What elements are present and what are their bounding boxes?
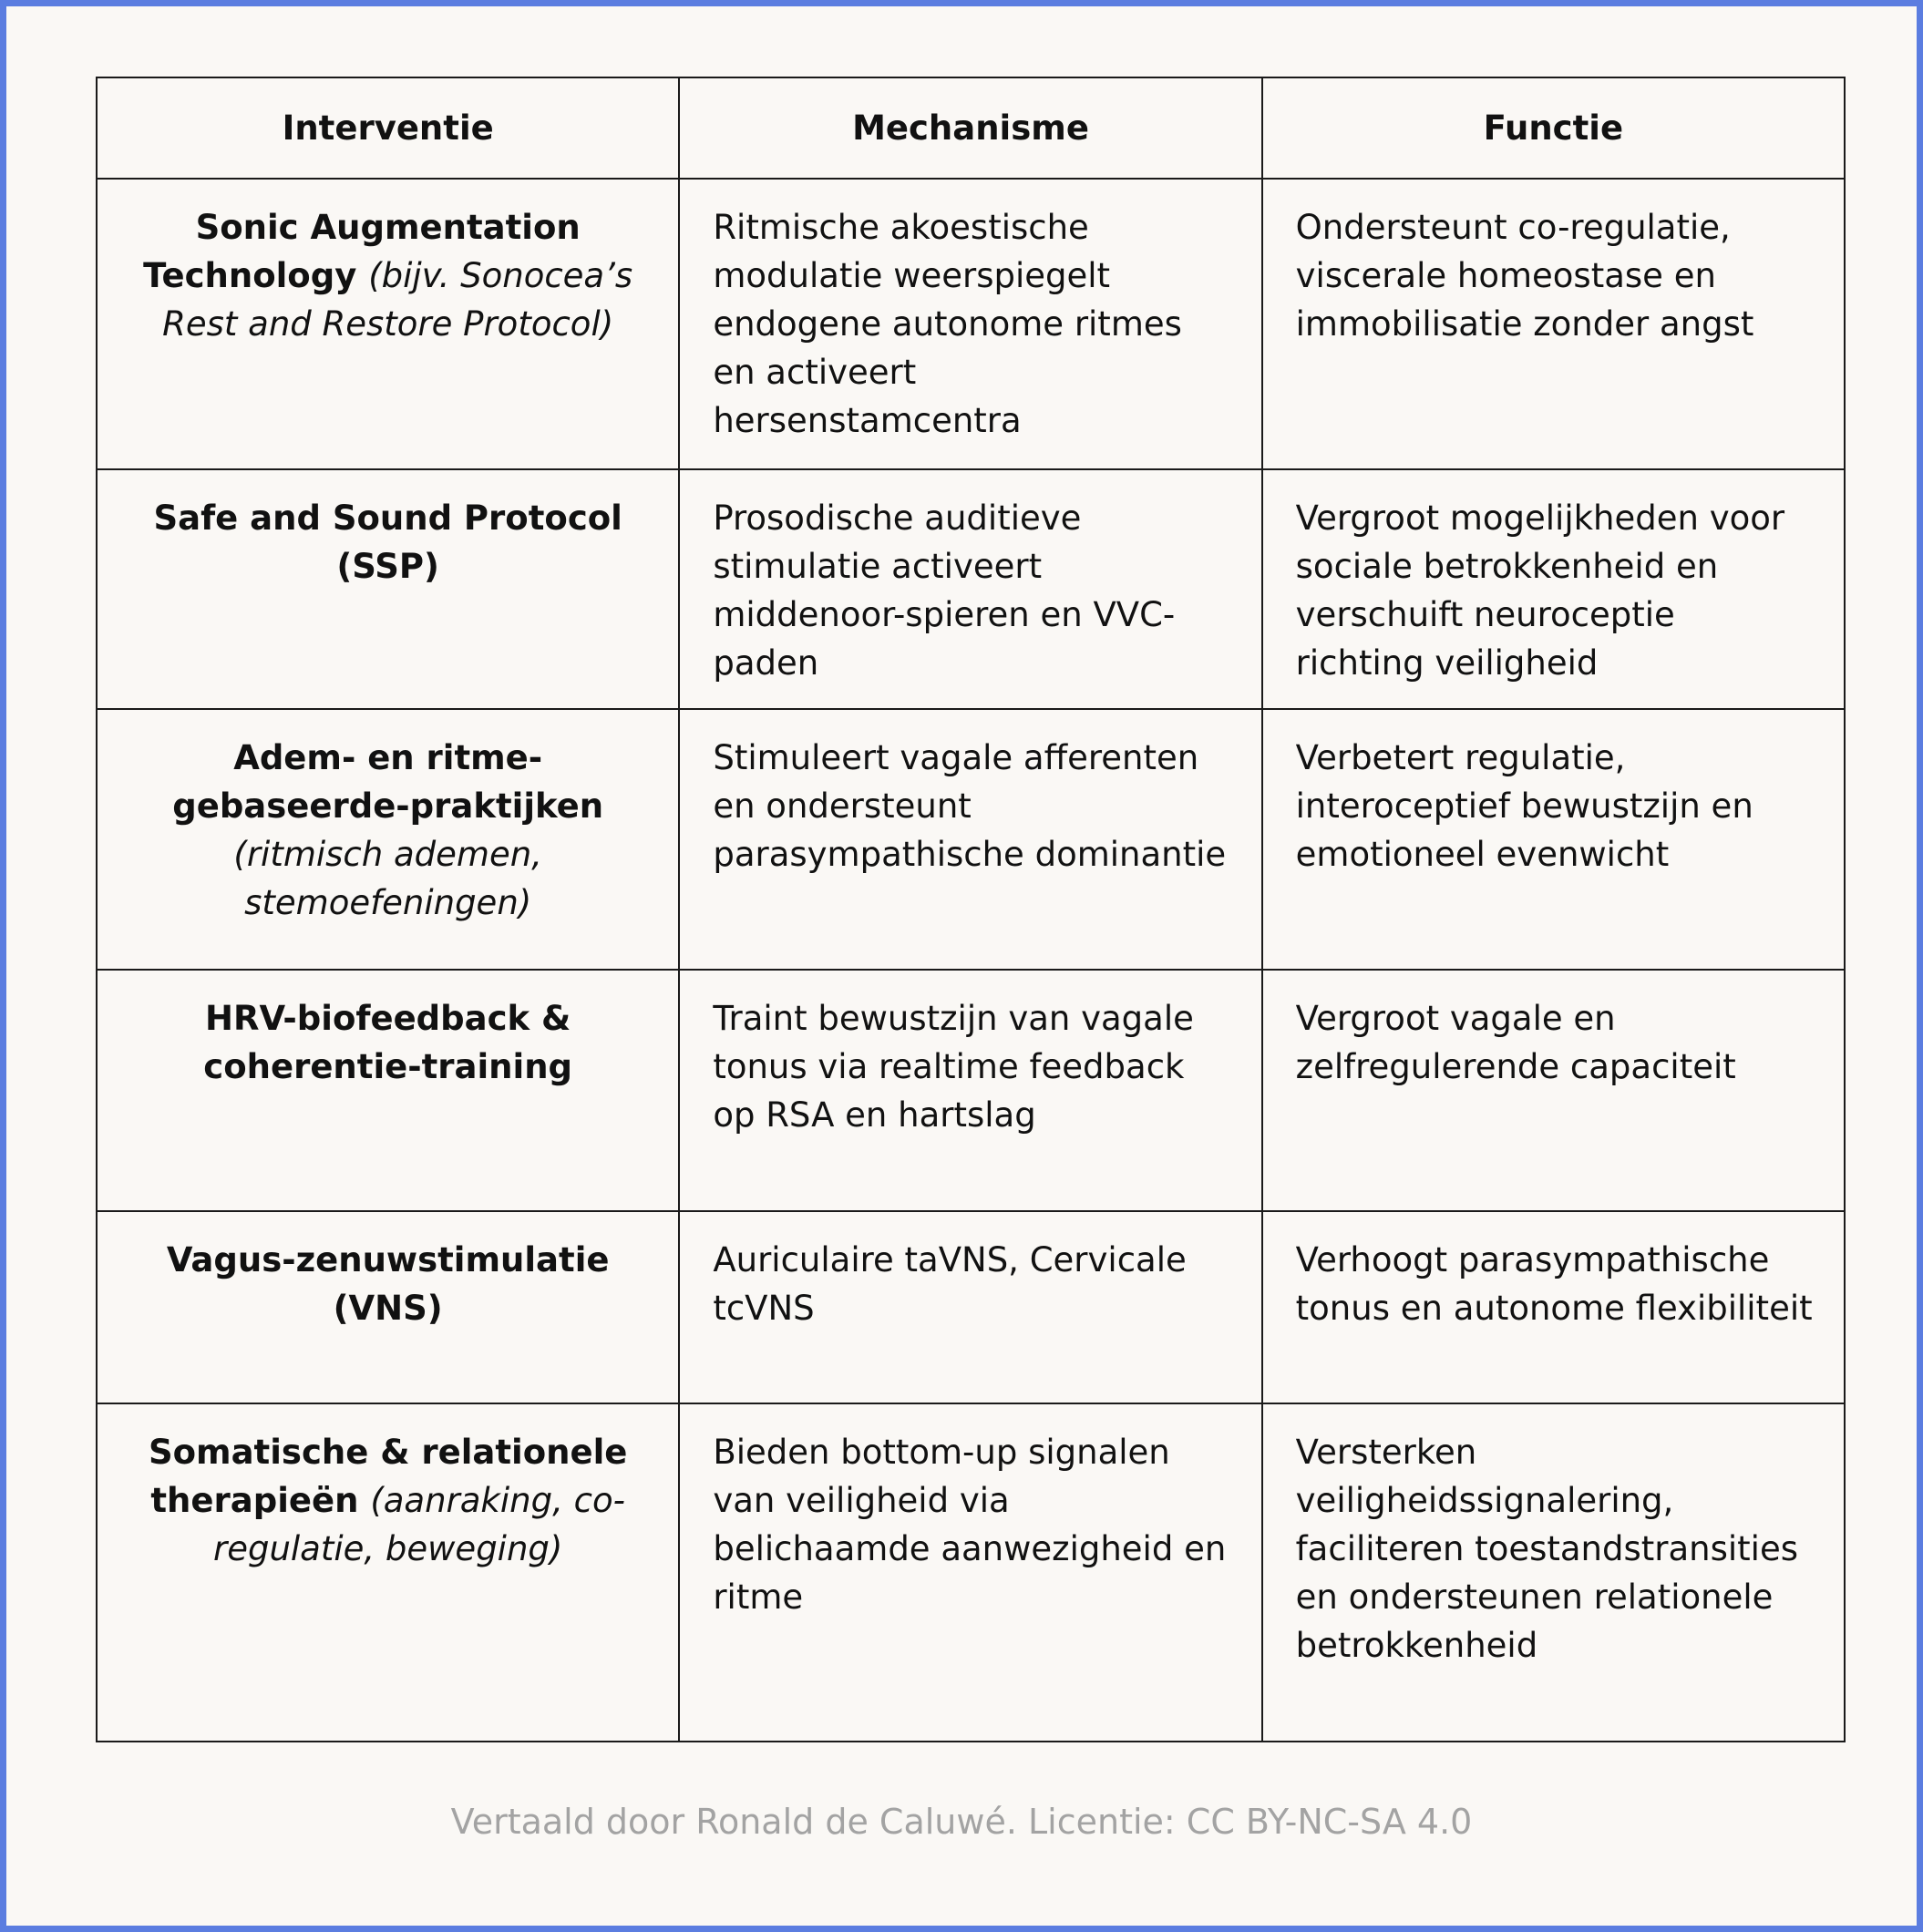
intervention-cell bbox=[97, 179, 679, 469]
table-row bbox=[97, 179, 1845, 469]
table-row bbox=[97, 1403, 1845, 1742]
function-cell: Versterken veiligheidssignalering, faciliteren toestandstransities en ondersteunen relationele betrokkenheid bbox=[1262, 1403, 1845, 1742]
function-cell: Vergroot mogelijkheden voor sociale betrokkenheid en verschuift neuroceptie richting veiligheid bbox=[1262, 469, 1845, 709]
interventions-table bbox=[96, 77, 1846, 1742]
mechanism-cell: Traint bewustzijn van vagale tonus via realtime feedback op RSA en hartslag bbox=[679, 970, 1261, 1211]
function-cell: Verhoogt parasympathische tonus en autonome flexibiliteit bbox=[1262, 1211, 1845, 1403]
intervention-title: Somatische & relationele therapieën bbox=[148, 1433, 628, 1520]
intervention-title: Safe and Sound Protocol (SSP) bbox=[153, 498, 622, 586]
intervention-cell bbox=[97, 1403, 679, 1742]
header-functie: Functie bbox=[1262, 77, 1845, 179]
intervention-title: HRV-biofeedback & coherentie-training bbox=[203, 999, 573, 1086]
function-cell: Vergroot vagale en zelfregulerende capaciteit bbox=[1262, 970, 1845, 1211]
mechanism-cell: Auriculaire taVNS, Cervicale tcVNS bbox=[679, 1211, 1261, 1403]
header-row bbox=[97, 77, 1845, 179]
intervention-cell bbox=[97, 709, 679, 970]
header-interventie: Interventie bbox=[97, 77, 679, 179]
table-row bbox=[97, 1211, 1845, 1403]
mechanism-cell: Prosodische auditieve stimulatie activeert middenoor-spieren en VVC-paden bbox=[679, 469, 1261, 709]
intervention-note: (ritmisch ademen, stemoefeningen) bbox=[233, 835, 542, 922]
intervention-note: (aanraking, co-regulatie, beweging) bbox=[212, 1481, 625, 1568]
mechanism-cell: Bieden bottom-up signalen van veiligheid via belichaamde aanwezigheid en ritme bbox=[679, 1403, 1261, 1742]
table-row bbox=[97, 709, 1845, 970]
header-mechanisme: Mechanisme bbox=[679, 77, 1261, 179]
intervention-title: Adem- en ritme-gebaseerde-praktijken bbox=[172, 738, 604, 826]
footer-credit: Vertaald door Ronald de Caluwé. Licentie: CC BY-NC-SA 4.0 bbox=[450, 1802, 1473, 1842]
intervention-cell bbox=[97, 970, 679, 1211]
mechanism-cell: Ritmische akoestische modulatie weerspiegelt endogene autonome ritmes en activeert hersenstamcentra bbox=[679, 179, 1261, 469]
function-cell: Verbetert regulatie, interoceptief bewustzijn en emotioneel evenwicht bbox=[1262, 709, 1845, 970]
table-row bbox=[97, 970, 1845, 1211]
mechanism-cell: Stimuleert vagale afferenten en ondersteunt parasympathische dominantie bbox=[679, 709, 1261, 970]
intervention-cell bbox=[97, 1211, 679, 1403]
table-row bbox=[97, 469, 1845, 709]
function-cell: Ondersteunt co-regulatie, viscerale homeostase en immobilisatie zonder angst bbox=[1262, 179, 1845, 469]
intervention-note: (bijv. Sonocea’s Rest and Restore Protocol) bbox=[162, 256, 633, 344]
intervention-title: Vagus-zenuwstimulatie (VNS) bbox=[166, 1240, 610, 1328]
intervention-cell bbox=[97, 469, 679, 709]
intervention-title: Sonic Augmentation Technology bbox=[143, 208, 581, 295]
